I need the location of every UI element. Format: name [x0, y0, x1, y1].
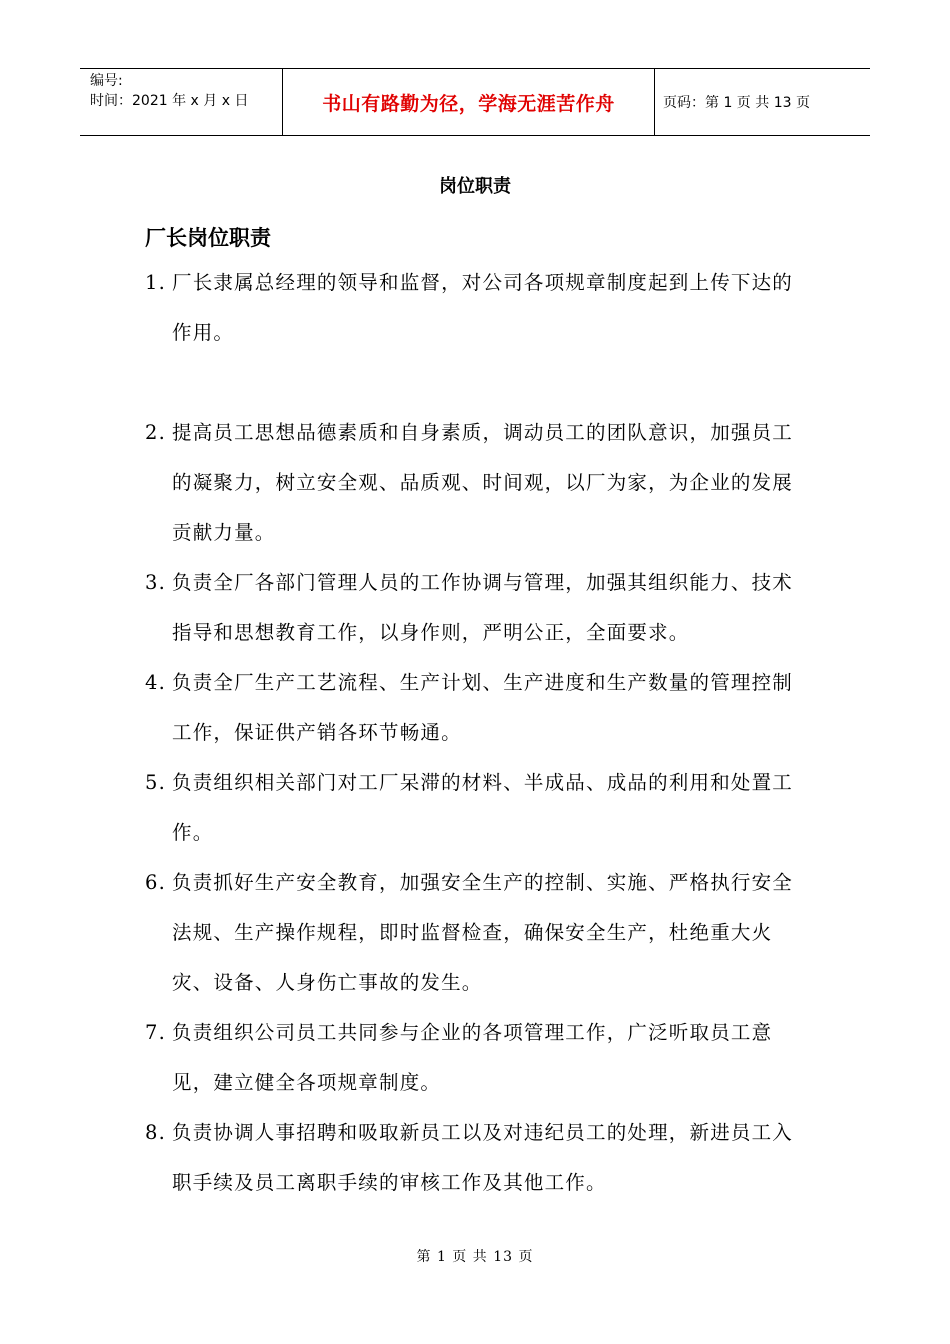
item-number: 2. — [145, 421, 167, 444]
header-page-info: 页码：第 1 页 共 13 页 — [663, 95, 810, 111]
item-text: 负责协调人事招聘和吸取新员工以及对违纪员工的处理，新进员工入职手续及员工离职手续的审核工作及其他工作。 — [172, 1121, 794, 1194]
item-text: 负责全厂生产工艺流程、生产计划、生产进度和生产数量的管理控制工作，保证供产销各环节畅通。 — [172, 671, 794, 744]
list-item — [145, 1008, 810, 1108]
list-item — [145, 658, 810, 758]
list-item — [145, 858, 810, 1008]
list-item — [145, 1108, 810, 1208]
item-number: 5. — [145, 771, 167, 794]
document-title: 岗位职责 — [439, 176, 511, 197]
item-number: 1. — [145, 271, 167, 294]
section-heading: 厂长岗位职责 — [145, 226, 271, 250]
document-header — [80, 68, 870, 136]
item-number: 7. — [145, 1021, 167, 1044]
doc-number-label: 编号: — [90, 73, 123, 89]
item-number: 4. — [145, 671, 167, 694]
doc-time-label: 时间：2021 年 x 月 x 日 — [90, 93, 249, 109]
item-text: 负责抓好生产安全教育，加强安全生产的控制、实施、严格执行安全法规、生产操作规程，即时监督检查，确保安全生产，杜绝重大火灾、设备、人身伤亡事故的发生。 — [172, 871, 794, 994]
header-motto: 书山有路勤为径，学海无涯苦作舟 — [282, 69, 655, 135]
paragraph-gap — [145, 358, 810, 408]
item-number: 3. — [145, 571, 167, 594]
item-number: 6. — [145, 871, 167, 894]
item-number: 8. — [145, 1121, 167, 1144]
header-meta — [80, 69, 282, 135]
item-text: 负责组织公司员工共同参与企业的各项管理工作，广泛听取员工意见，建立健全各项规章制度。 — [172, 1021, 773, 1094]
item-text: 负责组织相关部门对工厂呆滞的材料、半成品、成品的利用和处置工作。 — [172, 771, 794, 844]
list-item — [145, 758, 810, 858]
duty-list — [145, 258, 810, 1208]
list-item — [145, 408, 810, 558]
item-text: 提高员工思想品德素质和自身素质，调动员工的团队意识，加强员工的凝聚力，树立安全观、品质观、时间观，以厂为家，为企业的发展贡献力量。 — [172, 421, 794, 544]
page-footer: 第 1 页 共 13 页 — [416, 1249, 534, 1265]
list-item — [145, 558, 810, 658]
item-text: 厂长隶属总经理的领导和监督，对公司各项规章制度起到上传下达的作用。 — [172, 271, 794, 344]
item-text: 负责全厂各部门管理人员的工作协调与管理，加强其组织能力、技术指导和思想教育工作，以身作则，严明公正，全面要求。 — [172, 571, 794, 644]
list-item — [145, 258, 810, 358]
